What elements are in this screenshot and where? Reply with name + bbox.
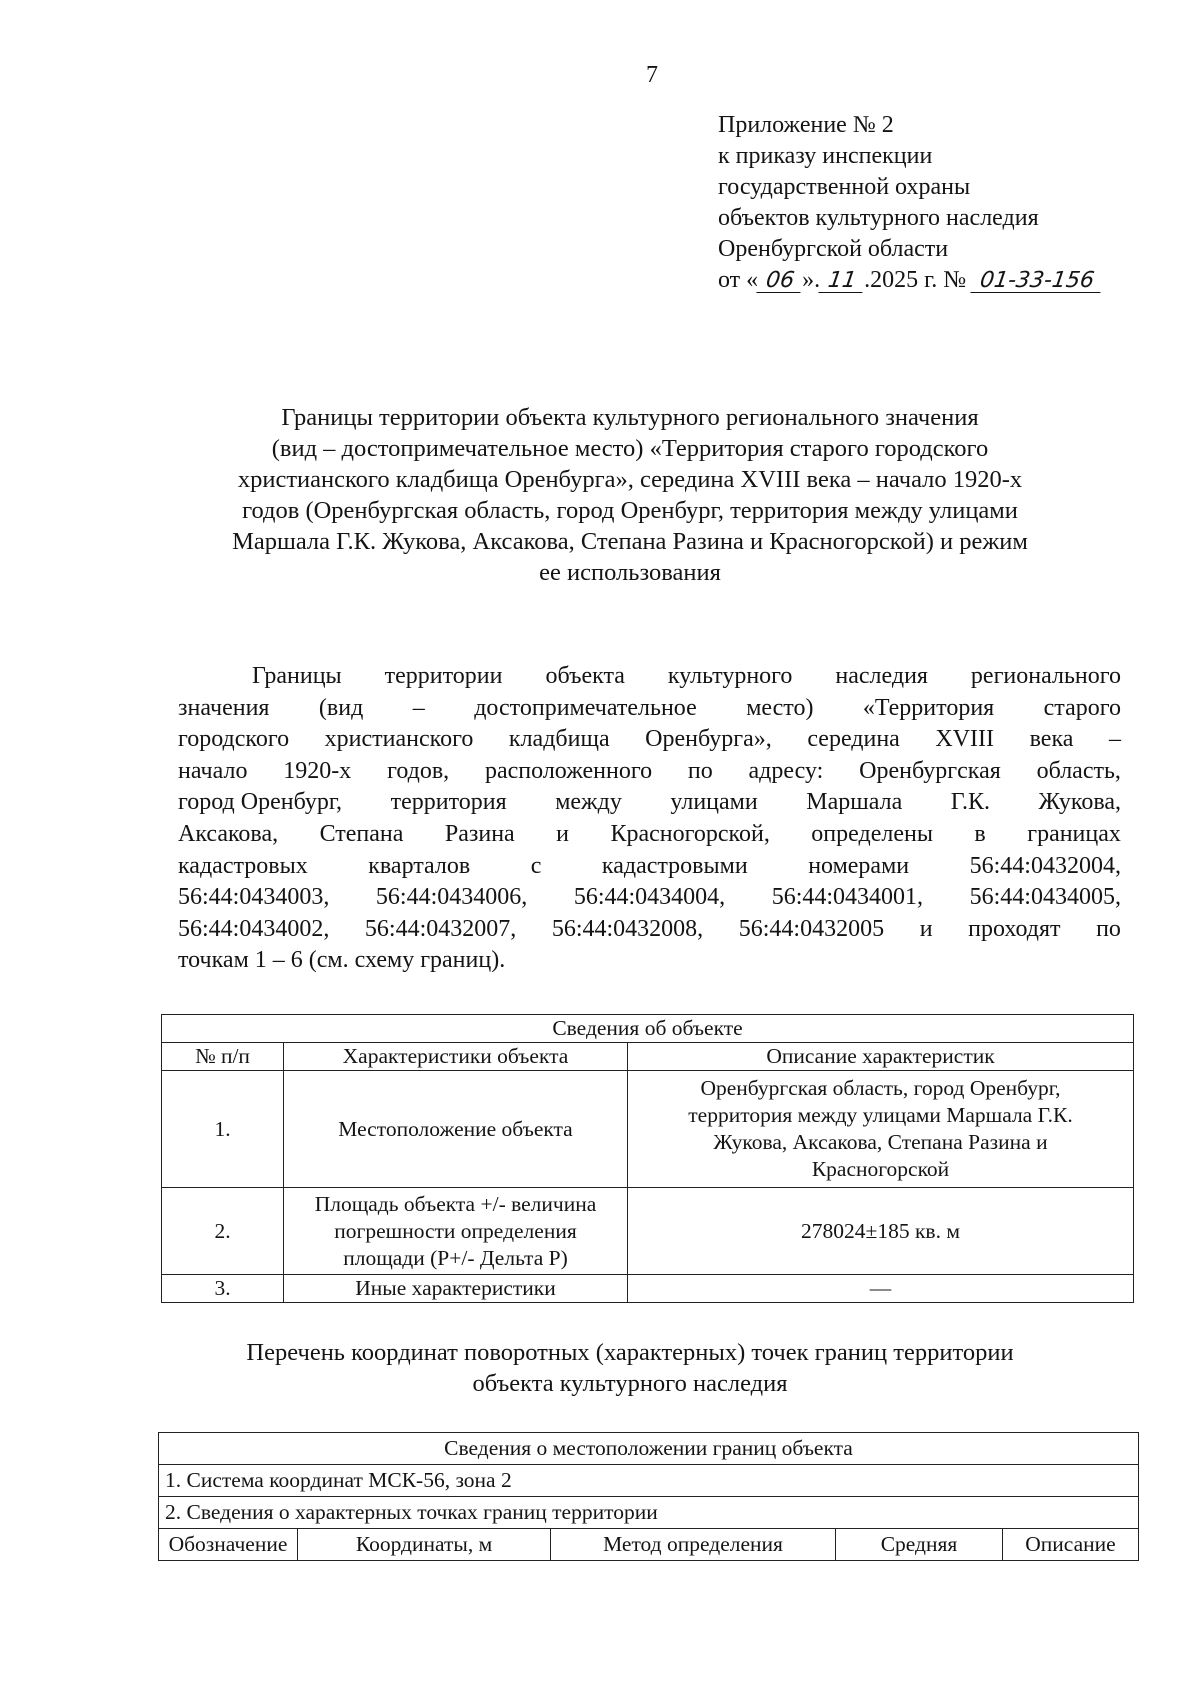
paragraph-word: достопримечательное <box>474 694 697 721</box>
paragraph-line <box>178 756 1121 788</box>
column-header: Координаты, м <box>298 1529 551 1561</box>
body-paragraph <box>178 661 1121 977</box>
paragraph-word: и <box>556 820 570 847</box>
cell-line: Красногорской <box>811 1157 950 1181</box>
paragraph-word: по <box>687 757 713 784</box>
paragraph-word: 56:44:0434002, <box>178 915 330 942</box>
paragraph-word: 56:44:0434004, <box>573 884 726 911</box>
paragraph-word: Оренбурга», <box>645 726 772 753</box>
row-number: 3. <box>162 1275 284 1303</box>
cell-line: Жукова, Аксакова, Степана Разина и <box>713 1130 1048 1154</box>
paragraph-word: Разина <box>444 820 515 847</box>
paragraph-word: в <box>974 820 986 847</box>
column-header: Обозначение <box>159 1529 298 1561</box>
paragraph-word: 56:44:0434001, <box>771 884 924 911</box>
characteristic-cell <box>284 1071 628 1188</box>
paragraph-word: объекта <box>545 663 625 689</box>
title-line: объекта культурного наследия <box>472 1370 788 1397</box>
column-header: Описание <box>1003 1529 1139 1561</box>
column-header: Характеристики объекта <box>284 1043 628 1071</box>
paragraph-word: Границы <box>252 663 342 689</box>
paragraph-line <box>178 819 1121 851</box>
cell-line: погрешности определения <box>334 1218 577 1243</box>
paragraph-word: границ). <box>420 947 506 974</box>
description-cell <box>628 1071 1134 1188</box>
column-header: Средняя <box>836 1529 1003 1561</box>
cell-line: площади (Р+/- Дельта Р) <box>343 1245 568 1270</box>
paragraph-word: Жукова, <box>1038 789 1121 816</box>
paragraph-word: проходят <box>968 915 1061 942</box>
paragraph-word: – <box>1108 726 1121 753</box>
handwritten-day: 06 <box>757 270 804 293</box>
page-number: 7 <box>646 62 658 88</box>
appendix-line: объектов культурного наследия <box>718 205 1039 231</box>
column-header: Описание характеристик <box>628 1043 1134 1071</box>
paragraph-word: (вид <box>318 694 364 721</box>
paragraph-word: 1920-х <box>283 757 352 784</box>
title-line: Маршала Г.К. Жукова, Аксакова, Степана Разина и Красногорской) и режим <box>232 528 1028 555</box>
paragraph-word: территория <box>390 789 507 816</box>
handwritten-month: 11 <box>819 270 866 293</box>
cell-line: Местоположение объекта <box>338 1116 573 1141</box>
paragraph-word: 56:44:0432005 <box>738 915 885 942</box>
paragraph-word: адресу: <box>748 757 824 784</box>
appendix-line: к приказу инспекции <box>718 143 933 169</box>
column-header: № п/п <box>162 1043 284 1071</box>
paragraph-word: город Оренбург, <box>178 789 343 816</box>
paragraph-word: начало <box>178 757 248 784</box>
characteristic-cell <box>284 1188 628 1275</box>
paragraph-word: схему <box>354 947 415 974</box>
paragraph-word: область, <box>1036 757 1121 784</box>
paragraph-word: годов, <box>387 757 450 784</box>
table-row <box>162 1188 1134 1275</box>
paragraph-word: между <box>555 789 622 816</box>
description-cell: — <box>628 1275 1134 1303</box>
description-cell <box>628 1188 1134 1275</box>
paragraph-word: место) <box>746 694 814 721</box>
paragraph-word: христианского <box>324 726 474 753</box>
paragraph-word: значения <box>178 694 270 721</box>
paragraph-word: наследия <box>835 663 928 689</box>
title-line: ее использования <box>539 559 721 586</box>
paragraph-word: века <box>1029 726 1074 753</box>
column-header: Метод определения <box>551 1529 836 1561</box>
table-row <box>162 1275 1134 1303</box>
paragraph-line <box>178 882 1121 914</box>
date-mid: ». <box>802 267 821 293</box>
cell-line: Площадь объекта +/- величина <box>314 1191 597 1216</box>
title-line: Границы территории объекта культурного регионального значения <box>281 404 979 431</box>
paragraph-word: Степана <box>319 820 404 847</box>
coordinates-section-title <box>160 1337 1100 1399</box>
paragraph-line <box>178 851 1121 883</box>
paragraph-word: определены <box>811 820 933 847</box>
paragraph-word: Оренбургская <box>859 757 1001 784</box>
handwritten-order-number: 01-33-156 <box>971 270 1104 293</box>
paragraph-line <box>178 787 1121 819</box>
cell-line: территория между улицами Маршала Г.К. <box>688 1103 1073 1127</box>
paragraph-word: номерами <box>808 852 910 879</box>
paragraph-word: кладбища <box>508 726 610 753</box>
title-line: Перечень координат поворотных (характерных) точек границ территории <box>246 1339 1014 1366</box>
paragraph-word: с <box>530 852 542 879</box>
paragraph-word: улицами <box>670 789 758 816</box>
cell-line: 278024±185 кв. м <box>801 1218 960 1243</box>
appendix-block <box>718 110 1158 296</box>
paragraph-word: «Территория <box>862 694 995 721</box>
paragraph-word: Красногорской, <box>610 820 770 847</box>
paragraph-word: культурного <box>667 663 793 689</box>
paragraph-word: старого <box>1043 694 1121 721</box>
characteristic-cell: Иные характеристики <box>284 1275 628 1303</box>
paragraph-word: кадастровыми <box>601 852 748 879</box>
paragraph-word: по <box>1096 915 1121 942</box>
row-number: 1. <box>162 1071 284 1188</box>
paragraph-word: 56:44:0434003, <box>178 884 330 911</box>
paragraph-word: Г.К. <box>950 789 990 816</box>
paragraph-word: 56:44:0434006, <box>375 884 528 911</box>
paragraph-word: расположенного <box>485 757 653 784</box>
paragraph-word: границах <box>1027 820 1121 847</box>
paragraph-word: территории <box>384 663 503 689</box>
appendix-line: государственной охраны <box>718 174 971 200</box>
date-prefix: от « <box>718 267 759 293</box>
paragraph-word: городского <box>178 726 290 753</box>
date-mid: .2025 г. № <box>864 267 967 293</box>
table-caption: Сведения об объекте <box>162 1015 1134 1043</box>
title-line: годов (Оренбургская область, город Оренбург, территория между улицами <box>242 497 1018 524</box>
cell-line: Оренбургская область, город Оренбург, <box>700 1076 1061 1100</box>
paragraph-word: 56:44:0432007, <box>364 915 517 942</box>
title-line: христианского кладбища Оренбурга», середина XVIII века – начало 1920-х <box>237 466 1023 493</box>
coordinates-table <box>158 1432 1139 1561</box>
paragraph-line <box>178 945 1121 977</box>
paragraph-word: кварталов <box>368 852 471 879</box>
points-info-row: 2. Сведения о характерных точках границ территории <box>159 1497 1139 1529</box>
title-line: (вид – достопримечательное место) «Территория старого городского <box>271 435 989 462</box>
paragraph-word: (см. <box>308 947 349 974</box>
paragraph-word: Маршала <box>806 789 903 816</box>
paragraph-line <box>178 661 1121 693</box>
paragraph-line <box>178 914 1121 946</box>
paragraph-word: точкам <box>178 947 249 974</box>
row-number: 2. <box>162 1188 284 1275</box>
paragraph-word: середина <box>807 726 900 753</box>
paragraph-line <box>178 693 1121 725</box>
appendix-line: Оренбургской области <box>718 236 949 262</box>
paragraph-word: 56:44:0434005, <box>969 884 1121 911</box>
object-info-table <box>161 1014 1134 1303</box>
paragraph-word: XVIII <box>935 726 995 753</box>
paragraph-word: 56:44:0432008, <box>551 915 704 942</box>
order-date-line <box>718 265 1158 296</box>
table-caption: Сведения о местоположении границ объекта <box>159 1433 1139 1465</box>
paragraph-word: 1 – 6 <box>254 947 303 974</box>
document-title <box>160 402 1100 588</box>
paragraph-word: Аксакова, <box>178 820 279 847</box>
appendix-line: Приложение № 2 <box>718 112 894 138</box>
paragraph-word: – <box>412 694 425 721</box>
paragraph-word: кадастровых <box>178 852 308 879</box>
coordinate-system-row: 1. Система координат МСК-56, зона 2 <box>159 1465 1139 1497</box>
paragraph-word: 56:44:0432004, <box>969 852 1121 879</box>
paragraph-word: регионального <box>970 663 1121 689</box>
paragraph-line <box>178 724 1121 756</box>
paragraph-word: и <box>919 915 933 942</box>
table-row <box>162 1071 1134 1188</box>
